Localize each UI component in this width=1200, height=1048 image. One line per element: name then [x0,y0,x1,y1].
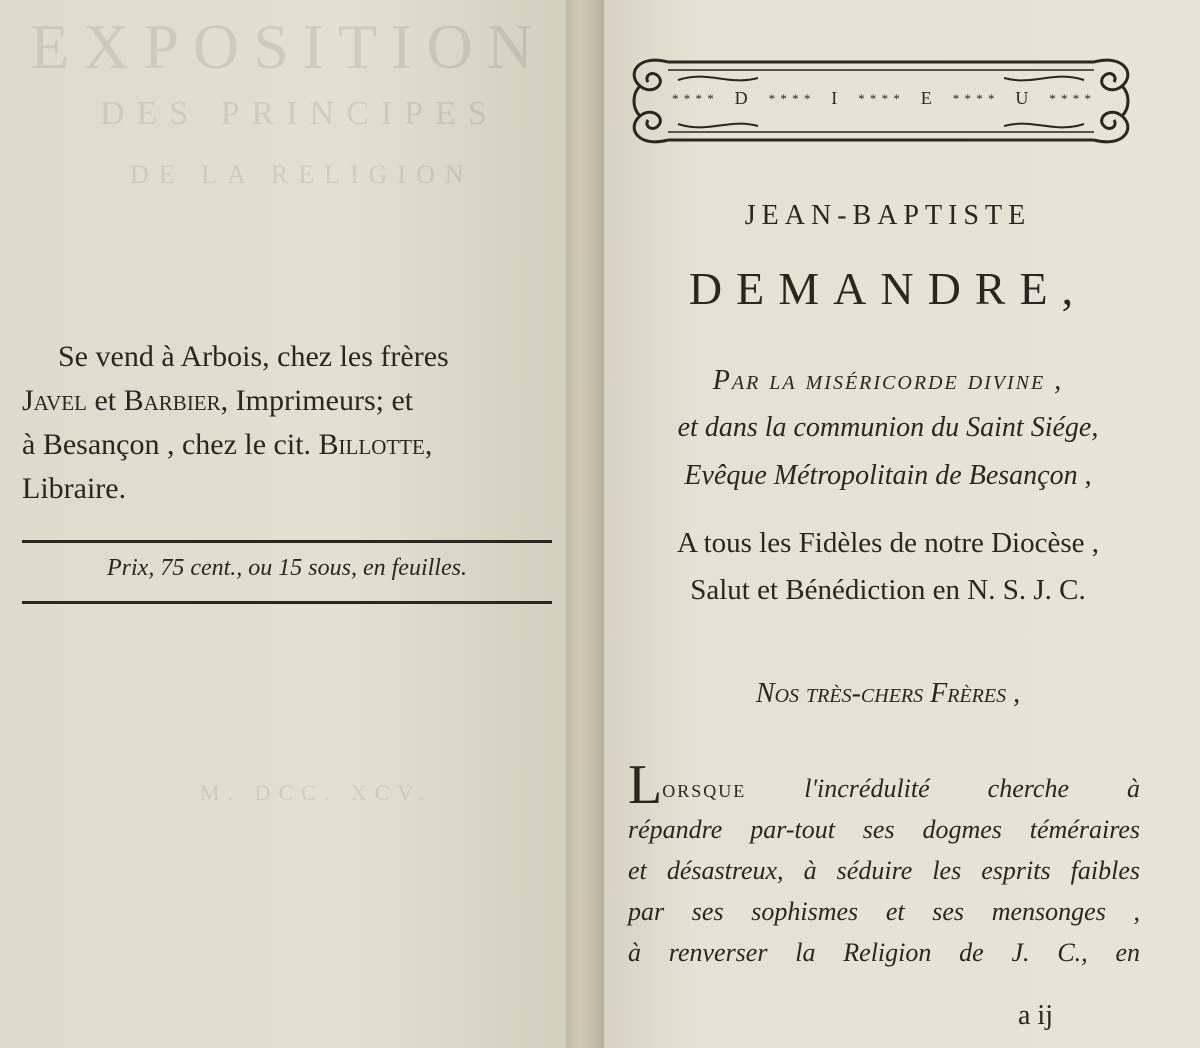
printer-name: Javel [22,384,87,417]
title-line: Evêque Métropolitain de Besançon , [684,460,1092,491]
body-line: à renverser la Religion de J. C., en [628,938,1140,967]
price-line: Prix, 75 cent., ou 15 sous, en feuilles. [107,555,467,581]
book-gutter [566,0,606,1048]
body-text-span: orsque [662,774,747,803]
seller-text: et [86,384,124,417]
ornament-letter: U [1015,88,1030,108]
ornament-inscription [672,88,1092,109]
body-text [628,754,1140,973]
ornament-letter: E [920,88,933,108]
body-line: répandre par-tout ses dogmes téméraires [628,815,1140,844]
star-ornament: * * * * [952,90,996,106]
author-last-name: DEMANDRE, [688,263,1088,314]
title-text: Par la miséricorde divine , [712,365,1064,396]
bleed-through-text: M. DCC. XCV. [200,780,432,805]
salutation-text: Nos très-chers Frères , [755,678,1021,709]
seller-line [22,423,552,467]
rule-divider [22,601,552,604]
salutation [618,678,1158,710]
seller-text: , Imprimeurs; et [220,384,414,417]
title-line [618,365,1158,397]
star-ornament: * * * * [858,90,901,106]
body-line: par ses sophismes et ses mensonges , [628,897,1140,926]
body-text-span: l'incrédulité cherche à [746,774,1140,803]
star-ornament: * * * * [1049,90,1092,106]
bookseller-name: Billotte [318,428,425,461]
title-line: et dans la communion du Saint Siége, [677,412,1099,443]
star-ornament: * * * * [768,90,812,106]
author-first-name: JEAN-BAPTISTE [744,200,1032,231]
printer-name: Barbier [123,384,221,417]
seller-line: Se vend à Arbois, chez les frères [58,340,449,373]
seller-text: à Besançon , chez le cit. [22,428,319,461]
body-line: et désastreux, à séduire les esprits faibles [628,856,1140,885]
seller-text: , [424,428,433,461]
bleed-through-text: DES PRINCIPES [100,95,499,132]
drop-cap: L [628,754,663,816]
ornament-letter: D [734,88,749,108]
title-line: A tous les Fidèles de notre Diocèse , [676,527,1100,559]
title-line: Salut et Bénédiction en N. S. J. C. [690,574,1086,606]
seller-notice [22,335,552,511]
star-ornament: * * * * [672,90,715,106]
seller-line [22,379,552,423]
ornament-letter: I [831,88,839,108]
bleed-through-text: EXPOSITION [30,11,547,82]
bleed-through-text: DE LA RELIGION [130,160,474,189]
seller-line: Libraire. [22,472,127,505]
signature-mark: a ij [1018,1000,1053,1031]
rule-divider [22,540,552,543]
body-line [628,754,1140,816]
left-page [0,0,572,1048]
